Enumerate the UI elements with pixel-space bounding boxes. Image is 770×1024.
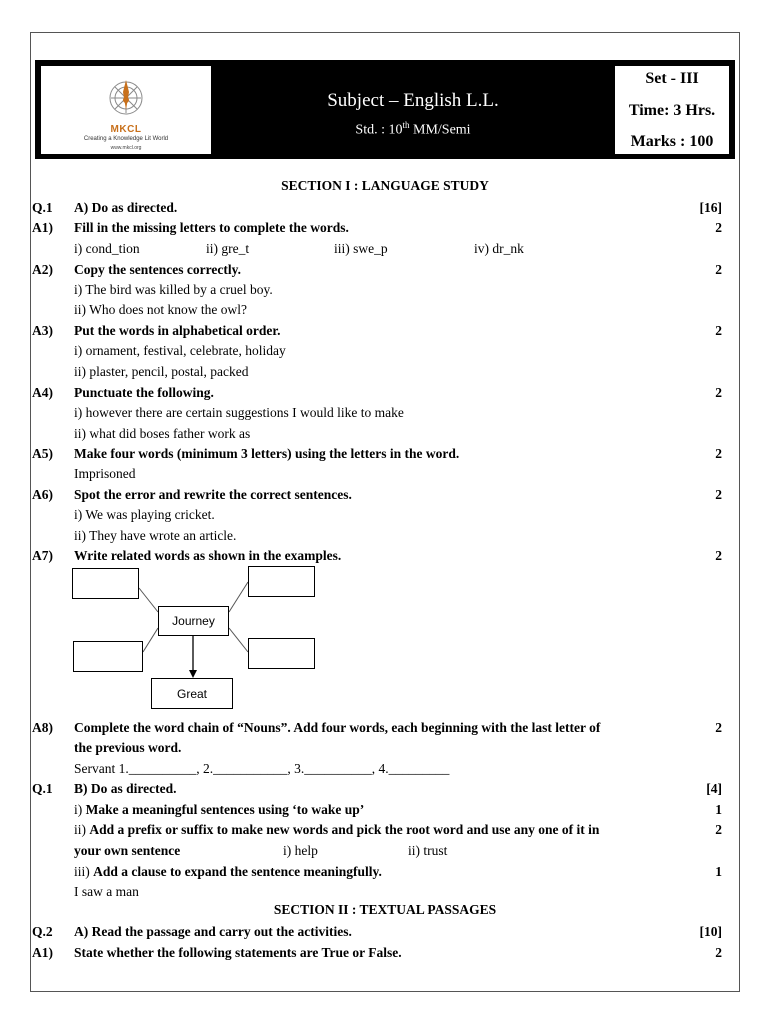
line-text: ii) plaster, pencil, postal, packed [74,364,249,379]
center-word-box: Journey [158,606,229,636]
line-text: I saw a man [74,884,139,899]
question-number: Q.1 [32,781,53,796]
line-text: ii) Who does not know the owl? [74,302,247,317]
question-text: A) Read the passage and carry out the activities. [74,924,352,939]
sub-question-iii [32,862,722,882]
content-line [32,841,722,861]
logo-brand: MKCL [110,124,142,135]
question-marks: 2 [715,262,722,277]
question-text: Write related words as shown in the examples. [74,548,342,563]
question-q2a1 [32,943,722,963]
sub-question-prefix: iii) [74,864,94,879]
sub-question-text [74,862,382,882]
word-item: iv) dr_nk [474,241,524,256]
question-number: A1) [32,220,53,235]
question-a8 [32,718,722,738]
question-marks: 2 [715,323,722,338]
std-suffix: MM/Semi [409,122,471,138]
sub-question-body: Add a clause to expand the sentence meaningfully. [93,864,382,879]
question-marks: 1 [715,802,722,817]
word-chain-line: Servant 1.__________, 2.___________, 3.__________, 4._________ [74,761,450,776]
question-text: A) Do as directed. [74,200,178,215]
question-text: Fill in the missing letters to complete the words. [74,220,349,235]
blank-box [73,641,143,672]
question-marks: 1 [715,864,722,879]
question-text: State whether the following statements are True or False. [74,945,402,960]
question-marks: [16] [699,200,722,215]
question-number: Q.1 [32,200,53,215]
question-text: Spot the error and rewrite the correct sentences. [74,487,352,502]
question-number: Q.2 [32,924,53,939]
word-item: i) cond_tion [74,241,140,256]
section-1-title: SECTION I : LANGUAGE STUDY [281,178,489,193]
sub-question-i [32,800,722,820]
sub-question-body: Make a meaningful sentences using ‘to wake up’ [85,802,365,817]
question-number: A5) [32,446,53,461]
word-item: ii) gre_t [206,241,250,256]
line-text: Imprisoned [74,466,136,481]
line-text: i) however there are certain suggestions I would like to make [74,405,404,420]
question-marks: 2 [715,720,722,735]
line-text: ii) They have wrote an article. [74,528,237,543]
question-number: A4) [32,385,53,400]
question-text: Punctuate the following. [74,385,214,400]
blank-box [72,568,139,599]
question-marks: 2 [715,945,722,960]
question-number: A3) [32,323,53,338]
section-2-title: SECTION II : TEXTUAL PASSAGES [273,902,497,917]
question-marks: 2 [715,220,722,235]
question-marks: 2 [715,822,722,837]
content-line [32,882,722,902]
question-number: A1) [32,945,53,960]
blank-box [248,638,315,669]
question-text: B) Do as directed. [74,781,177,796]
marks-label: Marks : 100 [630,133,714,150]
question-q2a [32,922,722,942]
content-line [32,738,722,758]
question-number: A8) [32,720,53,735]
line-text: i) The bird was killed by a cruel boy. [74,282,273,297]
sub-question-ii [32,820,722,840]
question-marks: 2 [715,385,722,400]
sub-question-prefix: ii) [74,822,90,837]
question-number: A7) [32,548,53,563]
logo-tagline: Creating a Knowledge Lit World [83,136,169,142]
std-prefix: Std. : 10 [355,122,403,138]
question-text-continued: the previous word. [74,740,182,755]
word-item: iii) swe_p [334,241,388,256]
content-line [32,759,722,779]
question-text: Copy the sentences correctly. [74,262,241,277]
std-superscript: th [402,120,410,130]
time-label: Time: 3 Hrs. [628,102,716,119]
example-word-box: Great [151,678,233,709]
line-text: ii) what did boses father work as [74,426,251,441]
sub-question-prefix: i) [74,802,86,817]
set-label: Set - III [645,70,699,87]
blank-box [248,566,315,597]
line-text: i) ornament, festival, celebrate, holiday [74,343,286,358]
question-marks: 2 [715,446,722,461]
question-marks: 2 [715,487,722,502]
sub-question-text [74,820,599,840]
logo-website: www.mkcl.org [110,145,142,151]
question-text: Put the words in alphabetical order. [74,323,281,338]
question-number: A6) [32,487,53,502]
word-option: ii) trust [408,843,448,858]
question-text: Make four words (minimum 3 letters) using the letters in the word. [74,446,460,461]
word-option: i) help [283,843,318,858]
sub-question-text [74,800,364,820]
sub-question-body: Add a prefix or suffix to make new words and pick the root word and use any one of it in [89,822,600,837]
line-text: i) We was playing cricket. [74,507,215,522]
question-number: A2) [32,262,53,277]
question-marks: [10] [699,924,722,939]
question-marks: [4] [706,781,722,796]
question-marks: 2 [715,548,722,563]
question-text: Complete the word chain of “Nouns”. Add four words, each beginning with the last letter of [74,720,601,735]
subject-title: Subject – English L.L. [327,90,499,111]
question-q1b [32,779,722,799]
sub-question-body-continued: your own sentence [74,843,181,858]
